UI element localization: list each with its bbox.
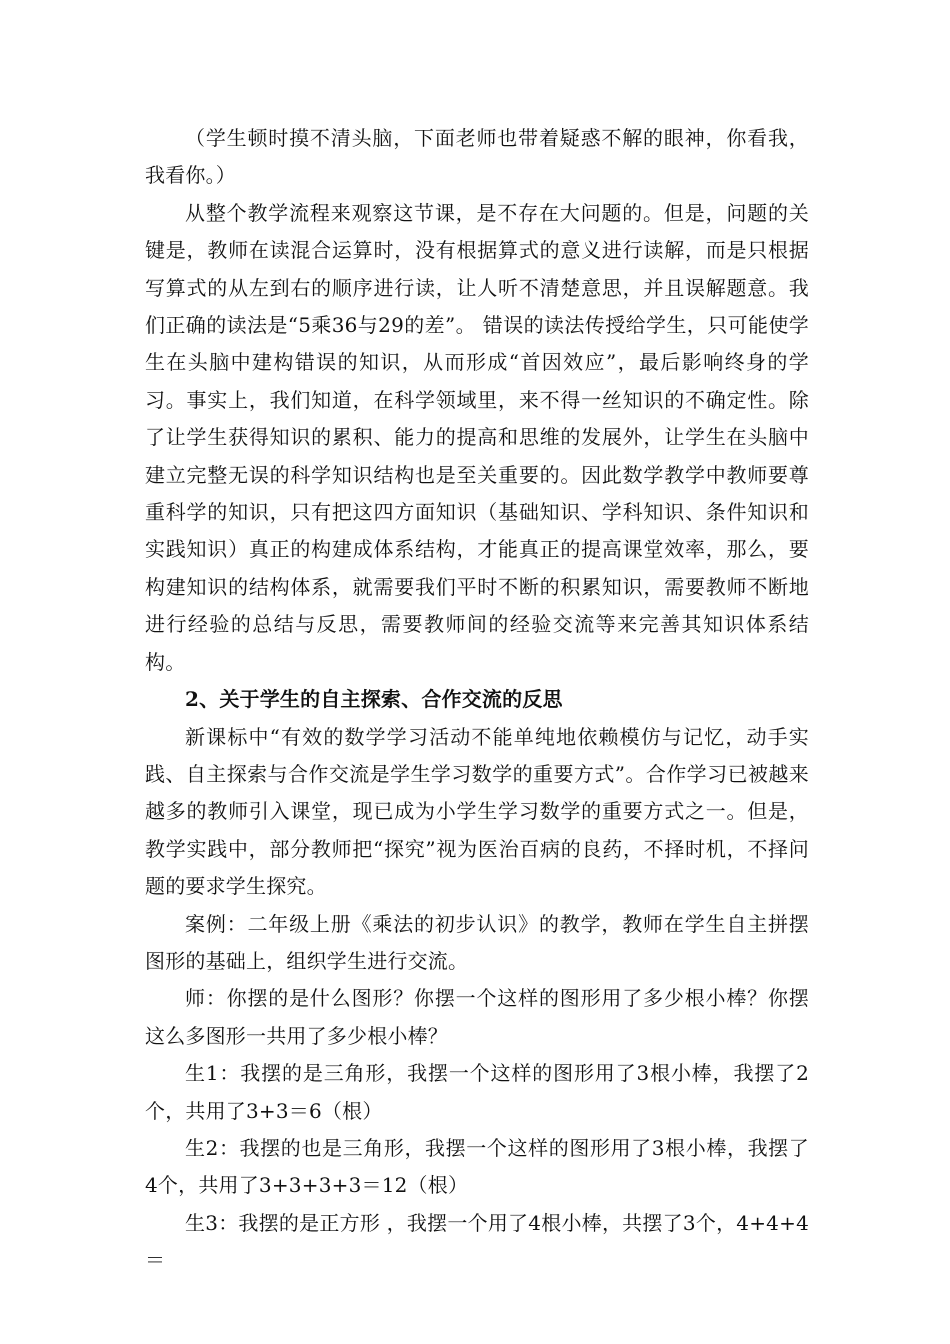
paragraph-student-2: 生2：我摆的也是三角形，我摆一个这样的图形用了3根小棒，我摆了4个，共用了3+3+3+3＝12（根）: [145, 1135, 809, 1198]
section-heading-2: 2、关于学生的自主探索、合作交流的反思: [185, 687, 563, 712]
paragraph-teacher-question: 师：你摆的是什么图形？你摆一个这样的图形用了多少根小棒？你摆这么多图形一共用了多少根小棒？: [145, 986, 809, 1048]
document-body: [145, 120, 809, 1280]
paragraph-new-curriculum: 新课标中“有效的数学学习活动不能单纯地依赖模仿与记忆，动手实践、自主探索与合作交流是学生学习数学的重要方式”。合作学习已被越来越多的教师引入课堂，现已成为小学生学习数学的重要方式之一。但是，教学实践中，部分教师把“探究”视为医治百病的良药，不择时机，不择问题的要求学生探究。: [145, 724, 809, 899]
paragraph-student-1: 生1：我摆的是三角形，我摆一个这样的图形用了3根小棒，我摆了2个，共用了3+3＝6（根）: [145, 1061, 809, 1123]
paragraph-lesson-analysis: 从整个教学流程来观察这节课，是不存在大问题的。但是，问题的关键是，教师在读混合运算时，没有根据算式的意义进行读解，而是只根据写算式的从左到右的顺序进行读，让人听不清楚意思，并且误解题意。我们正确的读法是“5乘36与29的差”。 错误的读法传授给学生，只可能使学生在头脑中建构错误的知识，从而形成“首因效应”，最后影响终身的学习。事实上，我们知道，在科学领域里，来不得一丝知识的不确定性。除了让学生获得知识的累积、能力的提高和思维的发展外，让学生在头脑中建立完整无误的科学知识结构也是至关重要的。因此数学教学中教师要尊重科学的知识，只有把这四方面知识（基础知识、学科知识、条件知识和实践知识）真正的构建成体系结构，才能真正的提高课堂效率，那么，要构建知识的结构体系，就需要我们平时不断的积累知识，需要教师不断地进行经验的总结与反思，需要教师间的经验交流等来完善其知识体系结构。: [145, 200, 809, 674]
paragraph-student-3: 生3：我摆的是正方形 ，我摆一个用了4根小棒，共摆了3个，4+4+4＝: [145, 1210, 809, 1273]
paragraph-case-intro: 案例：二年级上册《乘法的初步认识》的教学，教师在学生自主拼摆图形的基础上，组织学生进行交流。: [145, 911, 809, 973]
paragraph-student-confusion: （学生顿时摸不清头脑，下面老师也带着疑惑不解的眼神，你看我，我看你。）: [145, 126, 809, 188]
